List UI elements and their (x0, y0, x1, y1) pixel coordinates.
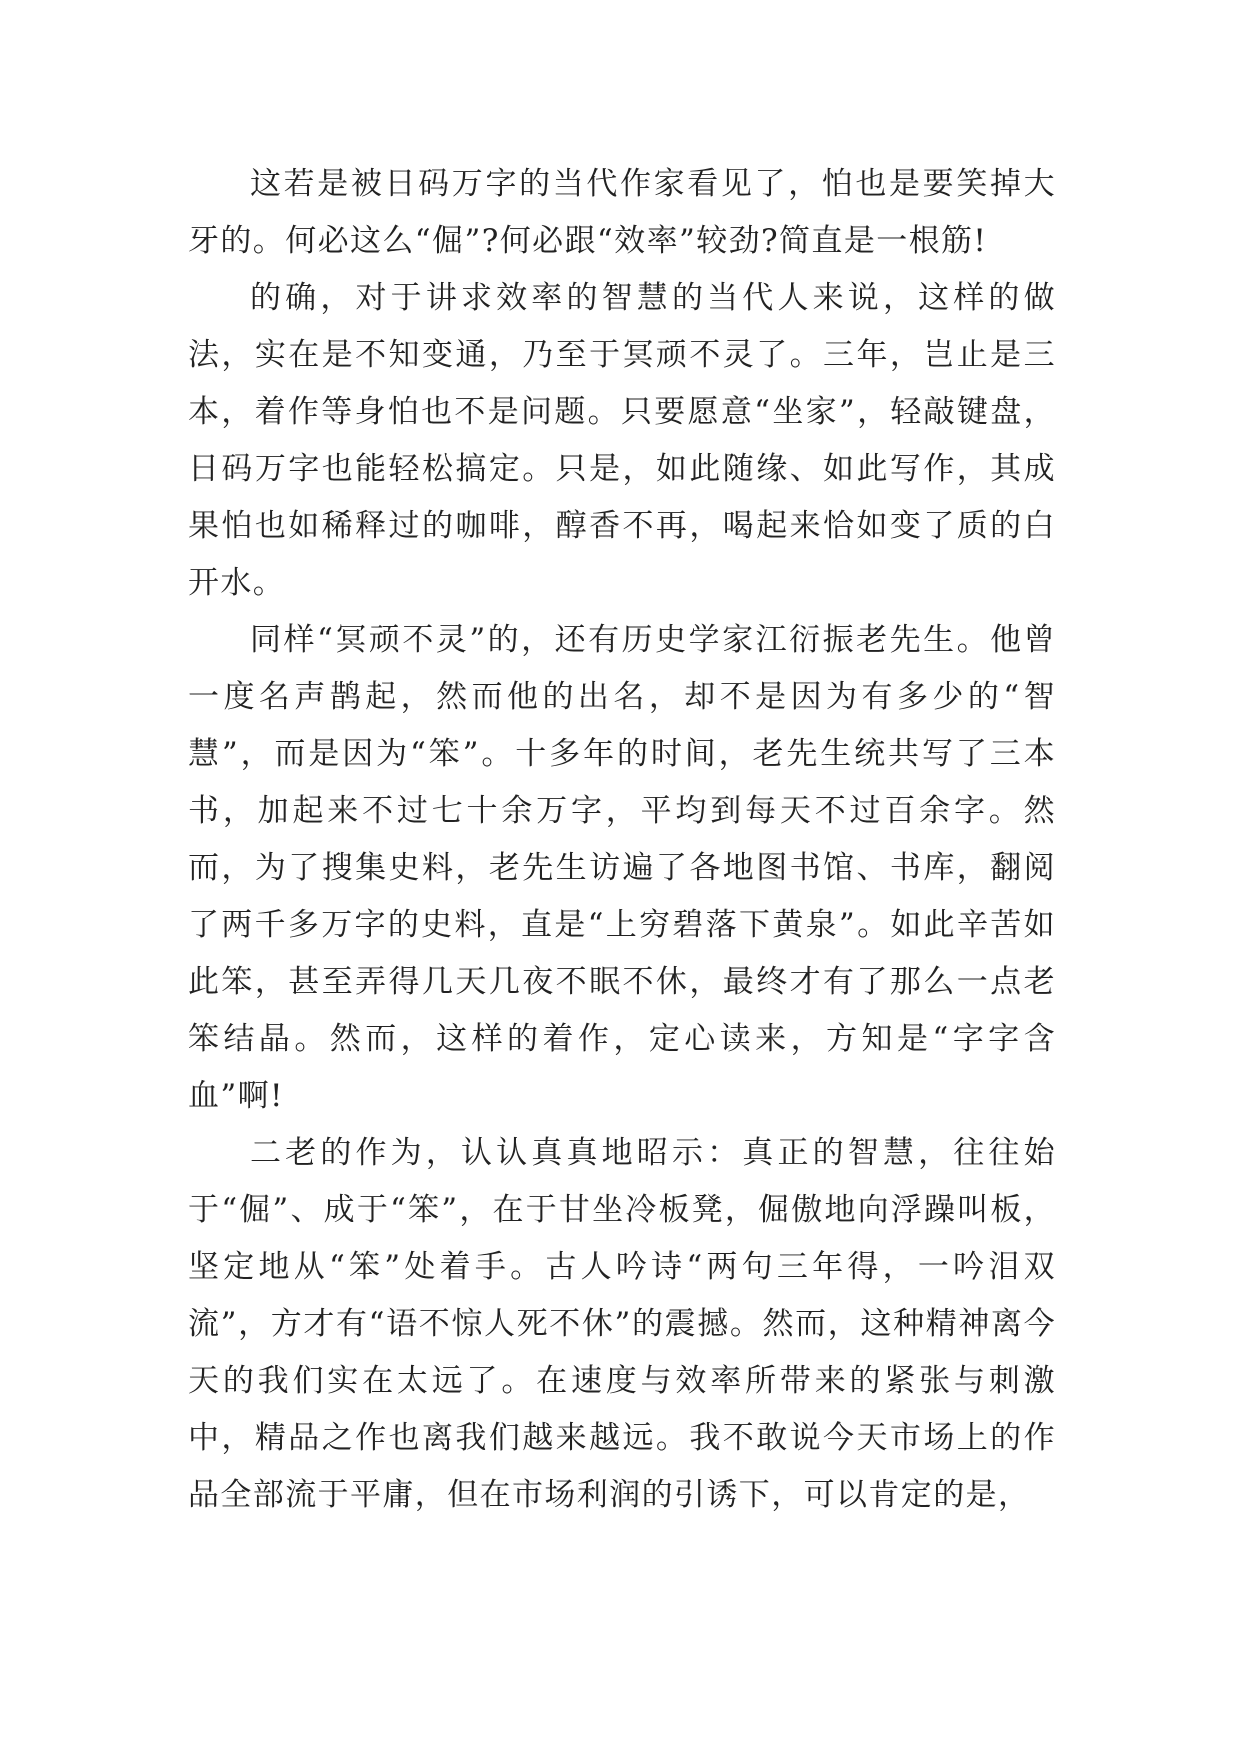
paragraph: 同样“冥顽不灵”的，还有历史学家江衍振老先生。他曾一度名声鹊起，然而他的出名，却不是因为有多少的“智慧”，而是因为“笨”。十多年的时间，老先生统共写了三本书，加起来不过七十余万字，平均到每天不过百余字。然而，为了搜集史料，老先生访遍了各地图书馆、书库，翻阅了两千多万字的史料，直是“上穷碧落下黄泉”。如此辛苦如此笨，甚至弄得几天几夜不眠不休，最终才有了那么一点老笨结晶。然而，这样的着作，定心读来，方知是“字字含血”啊! (188, 622, 1056, 1114)
paragraph: 这若是被日码万字的当代作家看见了，怕也是要笑掉大牙的。何必这么“倔”?何必跟“效率”较劲?简直是一根筋! (188, 166, 1056, 259)
document-body (188, 156, 1056, 1524)
paragraph: 二老的作为，认认真真地昭示：真正的智慧，往往始于“倔”、成于“笨”，在于甘坐冷板凳，倔傲地向浮躁叫板，坚定地从“笨”处着手。古人吟诗“两句三年得，一吟泪双流”，方才有“语不惊人死不休”的震撼。然而，这种精神离今天的我们实在太远了。在速度与效率所带来的紧张与刺激中，精品之作也离我们越来越远。我不敢说今天市场上的作品全部流于平庸，但在市场利润的引诱下，可以肯定的是， (188, 1135, 1056, 1513)
paragraph: 的确，对于讲求效率的智慧的当代人来说，这样的做法，实在是不知变通，乃至于冥顽不灵了。三年，岂止是三本，着作等身怕也不是问题。只要愿意“坐家”，轻敲键盘，日码万字也能轻松搞定。只是，如此随缘、如此写作，其成果怕也如稀释过的咖啡，醇香不再，喝起来恰如变了质的白开水。 (188, 280, 1056, 601)
